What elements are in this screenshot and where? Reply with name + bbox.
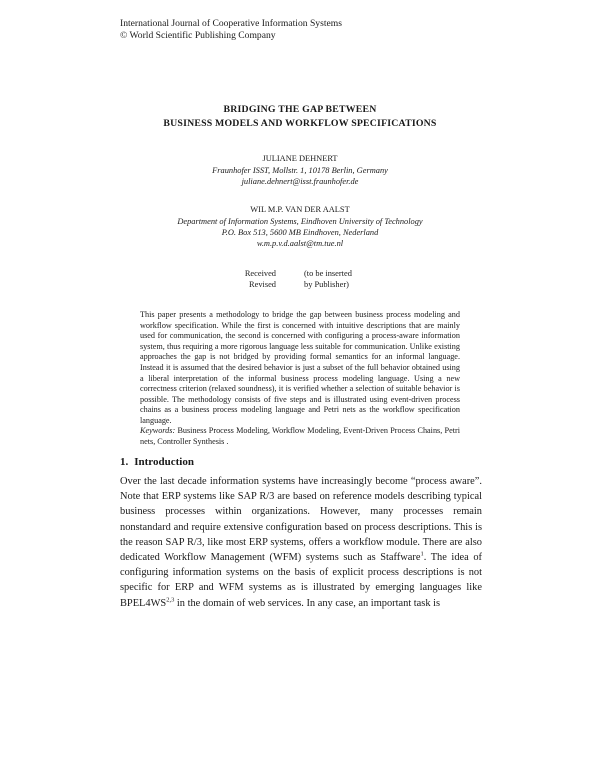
author-1-affiliation: Fraunhofer ISST, Mollstr. 1, 10178 Berlin, Germany	[212, 166, 388, 175]
citation-ref-2-3: 2,3	[166, 596, 175, 604]
body-text-2: . The idea of configuring information systems on the basis of explicit process descriptions is not specific for ERP and WFM systems as is illustrated by emerging languages like BPEL4WS	[120, 552, 482, 609]
publisher-line: © World Scientific Publishing Company	[120, 30, 276, 41]
keywords-text: Business Process Modeling, Workflow Modeling, Event-Driven Process Chains, Petri nets, Controller Synthesis .	[140, 426, 460, 446]
author-2-name: WIL M.P. VAN DER AALST	[250, 205, 350, 214]
revised-value: by Publisher)	[304, 280, 349, 289]
section-number: 1.	[120, 456, 129, 468]
keywords-label: Keywords:	[140, 426, 176, 435]
author-2-department: Department of Information Systems, Eindhoven University of Technology	[177, 217, 423, 226]
keywords	[140, 426, 460, 447]
journal-name: International Journal of Cooperative Information Systems	[120, 18, 342, 29]
body-text-3: in the domain of web services. In any case, an important task is	[174, 597, 441, 609]
date-values	[304, 268, 352, 290]
body-paragraph	[120, 474, 482, 611]
title-line-2: BUSINESS MODELS AND WORKFLOW SPECIFICATIONS	[163, 118, 437, 129]
author-2-address: P.O. Box 513, 5600 MB Eindhoven, Nederland	[221, 228, 379, 237]
received-label: Received	[244, 269, 276, 278]
received-value: (to be inserted	[304, 269, 352, 278]
author-1-name: JULIANE DEHNERT	[262, 154, 338, 163]
footnote-ref-1: 1	[420, 550, 424, 558]
title-line-1: BRIDGING THE GAP BETWEEN	[223, 104, 377, 115]
abstract: This paper presents a methodology to bridge the gap between business process modeling and workflow specification. While the first is concerned with intuitive descriptions that are mainly used for communication, the second is concerned with configuring a process-aware information system, thus requiring a more rigorous language less suitable for communication. Unlike existing approaches the gap is not bridged by providing formal semantics for an informal language. Instead it is assumed that the desired behavior is just a subset of the full behavior obtained using a liberal interpretation of the informal business process modeling language. Using a new correctness criterion (relaxed soundness), it is verified whether a selection of suitable behavior is possible. The methodology consists of five steps and is illustrated using event-driven process chains as a business process modeling language and Petri nets as the workflow specification language.	[140, 310, 460, 425]
revised-label: Revised	[249, 280, 276, 289]
body-text-1: Over the last decade information systems have increasingly become “process aware”. Note that ERP systems like SAP R/3 are based on reference models describing typical business processes within organizations. However, many processes remain nonstandard and require extensive configuration based on process descriptions. This is the reason SAP R/3, like most ERP systems, offers a workflow module. There are also dedicated Workflow Management (WFM) systems such as Staffware	[120, 476, 482, 564]
author-1-email: juliane.dehnert@isst.fraunhofer.de	[241, 177, 359, 186]
section-title: Introduction	[134, 456, 194, 468]
date-labels	[236, 268, 276, 290]
author-2-email: w.m.p.v.d.aalst@tm.tue.nl	[256, 239, 344, 248]
paper-title	[0, 103, 600, 131]
section-heading	[120, 456, 194, 468]
journal-header	[120, 18, 342, 42]
